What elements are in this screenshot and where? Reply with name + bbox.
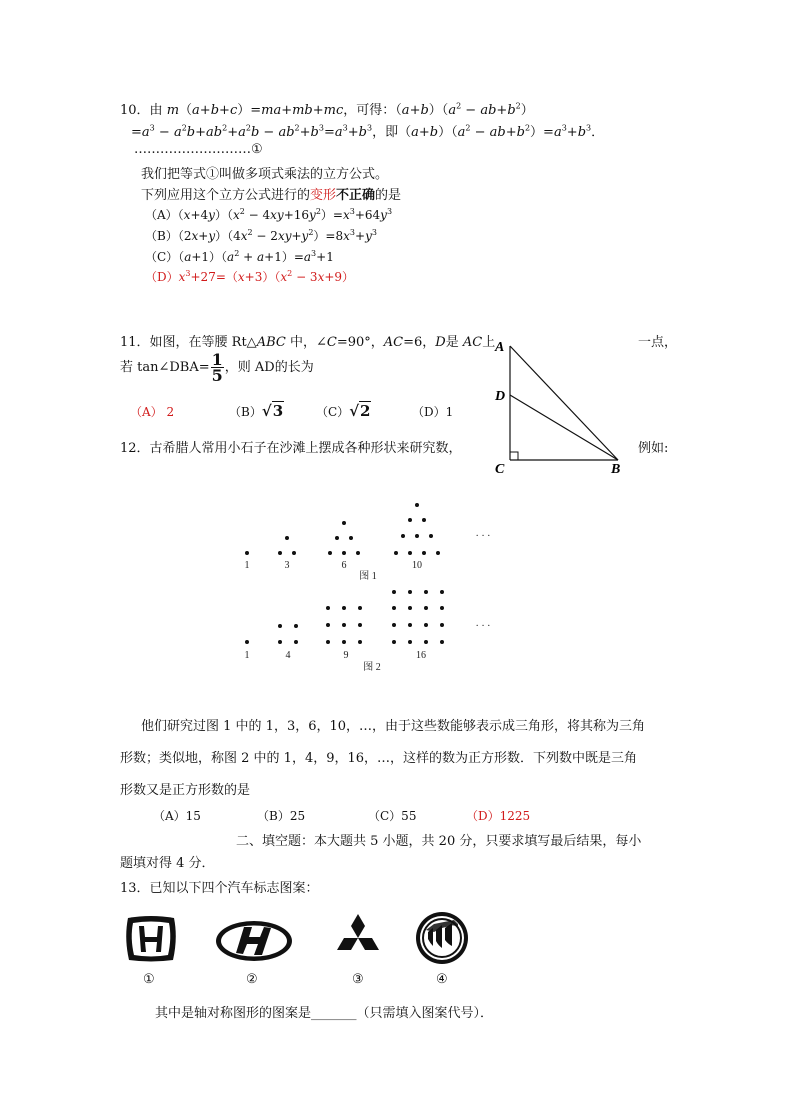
- q11-option-c: （C）√2: [316, 402, 371, 420]
- fig1-ellipsis: · · ·: [475, 531, 491, 542]
- q11-option-b: （B）√3: [229, 402, 284, 420]
- q10-highlight-bold: 不正确: [336, 188, 376, 203]
- fig1-label-3: 3: [284, 560, 290, 571]
- q12-option-d: （D）1225: [466, 809, 531, 823]
- fig1-label-6: 6: [341, 560, 347, 571]
- sqrt-two: √2: [349, 402, 371, 420]
- figure-1-triangular-numbers: [236, 496, 496, 584]
- fig2-ellipsis: · · ·: [475, 621, 491, 632]
- q10-line2: $=a^3 - a^2b+ab^2+a^2b - ab^2+b^3=a^3+b^3$，即$(a+b)(a^2 - ab+b^2)=a^3+b^3$．: [131, 123, 605, 140]
- logo-4-buick-icon: [414, 910, 470, 966]
- triangle-figure: [490, 334, 630, 476]
- fig2-label-9: 9: [343, 650, 349, 661]
- fig2-label-4: 4: [285, 650, 291, 661]
- q13-line1: 13．已知以下四个汽车标志图案：: [120, 881, 319, 896]
- q10-line5: 下列应用这个立方公式进行的变形不正确的是: [141, 188, 402, 203]
- q10-line1: 10．由 m（a+b+c）=ma+mb+mc，可得：$(a+b)(a^2 - ab+b^2)$: [120, 101, 534, 118]
- q11-line1-tail: 一点，: [638, 335, 678, 350]
- q12-option-a: （A）15: [153, 809, 201, 823]
- section2-heading-line2: 题填对得 4 分．: [120, 856, 215, 871]
- sqrt-three: √3: [261, 402, 284, 420]
- logo-1-honda-icon: [122, 914, 180, 964]
- q12-line1-tail: 例如:: [638, 441, 669, 456]
- q10-option-b: $(B)(2x+y)(4x^2 - 2xy+y^2)=8x^3+y^3$: [145, 228, 377, 243]
- q12-line1: 12．古希腊人常用小石子在沙滩上摆成各种形状来研究数，: [120, 441, 462, 456]
- fraction-one-fifth: $\frac{1}{5}$: [211, 350, 223, 385]
- label-c: C: [495, 462, 505, 476]
- q12-paragraph-line1: 他们研究过图 1 中的 1，3，6，10，…，由于这些数能够表示成三角形，将其称为三角: [141, 719, 646, 734]
- q10-option-c: $(C)(a+1)(a^2 + a+1)=a^3+1$: [145, 249, 334, 264]
- q10-line3: ………………………①: [134, 142, 263, 157]
- logo-2-label: ②: [246, 972, 258, 987]
- section2-heading-line1: 二、填空题：本大题共 5 小题，共 20 分，只要求填写最后结果，每小: [236, 834, 642, 849]
- q10-option-a: $(A)(x+4y)(x^2 - 4xy+16y^2)=x^3+64y^3$: [145, 207, 393, 222]
- q11-option-d: （D）1: [412, 405, 454, 419]
- logo-2-hyundai-icon: [214, 919, 294, 963]
- fig2-label-16: 16: [416, 650, 426, 661]
- q11-line1: 11．如图，在等腰 Rt△ABC 中，∠C=90°，AC=6，D是 AC上: [120, 335, 496, 350]
- logo-4-label: ④: [436, 972, 448, 987]
- q12-paragraph-line3: 形数又是正方形数的是: [120, 783, 251, 798]
- q10-highlight-red: 变形: [310, 188, 337, 203]
- fig1-caption: 图 1: [359, 571, 377, 582]
- q10-line4: 我们把等式①叫做多项式乘法的立方公式。: [141, 167, 389, 182]
- fig2-caption: 图 2: [363, 662, 381, 673]
- fig1-label-1: 1: [244, 560, 250, 571]
- q13-line2: 其中是轴对称图形的图案是_______（只需填入图案代号）．: [155, 1006, 494, 1021]
- figure-2-square-numbers: [236, 584, 496, 674]
- q12-option-c: （C）55: [368, 809, 417, 823]
- q10-option-d: $(D)x^3+27=(x+3)(x^2 - 3x+9)$: [145, 269, 355, 284]
- logo-3-mitsubishi-icon: [330, 912, 386, 964]
- logo-3-label: ③: [352, 972, 364, 987]
- q11-line2: 若 tan∠DBA= $\frac{1}{5}$ ，则 AD的长为: [120, 350, 314, 385]
- logo-1-label: ①: [143, 972, 155, 987]
- q11-option-a: （A） 2: [130, 405, 175, 419]
- label-d: D: [495, 389, 506, 404]
- q12-paragraph-line2: 形数；类似地，称图 2 中的 1，4，9，16，…，这样的数为正方形数．下列数中既是三角: [120, 751, 638, 766]
- label-b: B: [611, 462, 621, 476]
- label-a: A: [495, 340, 505, 355]
- fig2-label-1: 1: [244, 650, 250, 661]
- fig1-label-10: 10: [412, 560, 422, 571]
- q12-option-b: （B）25: [257, 809, 306, 823]
